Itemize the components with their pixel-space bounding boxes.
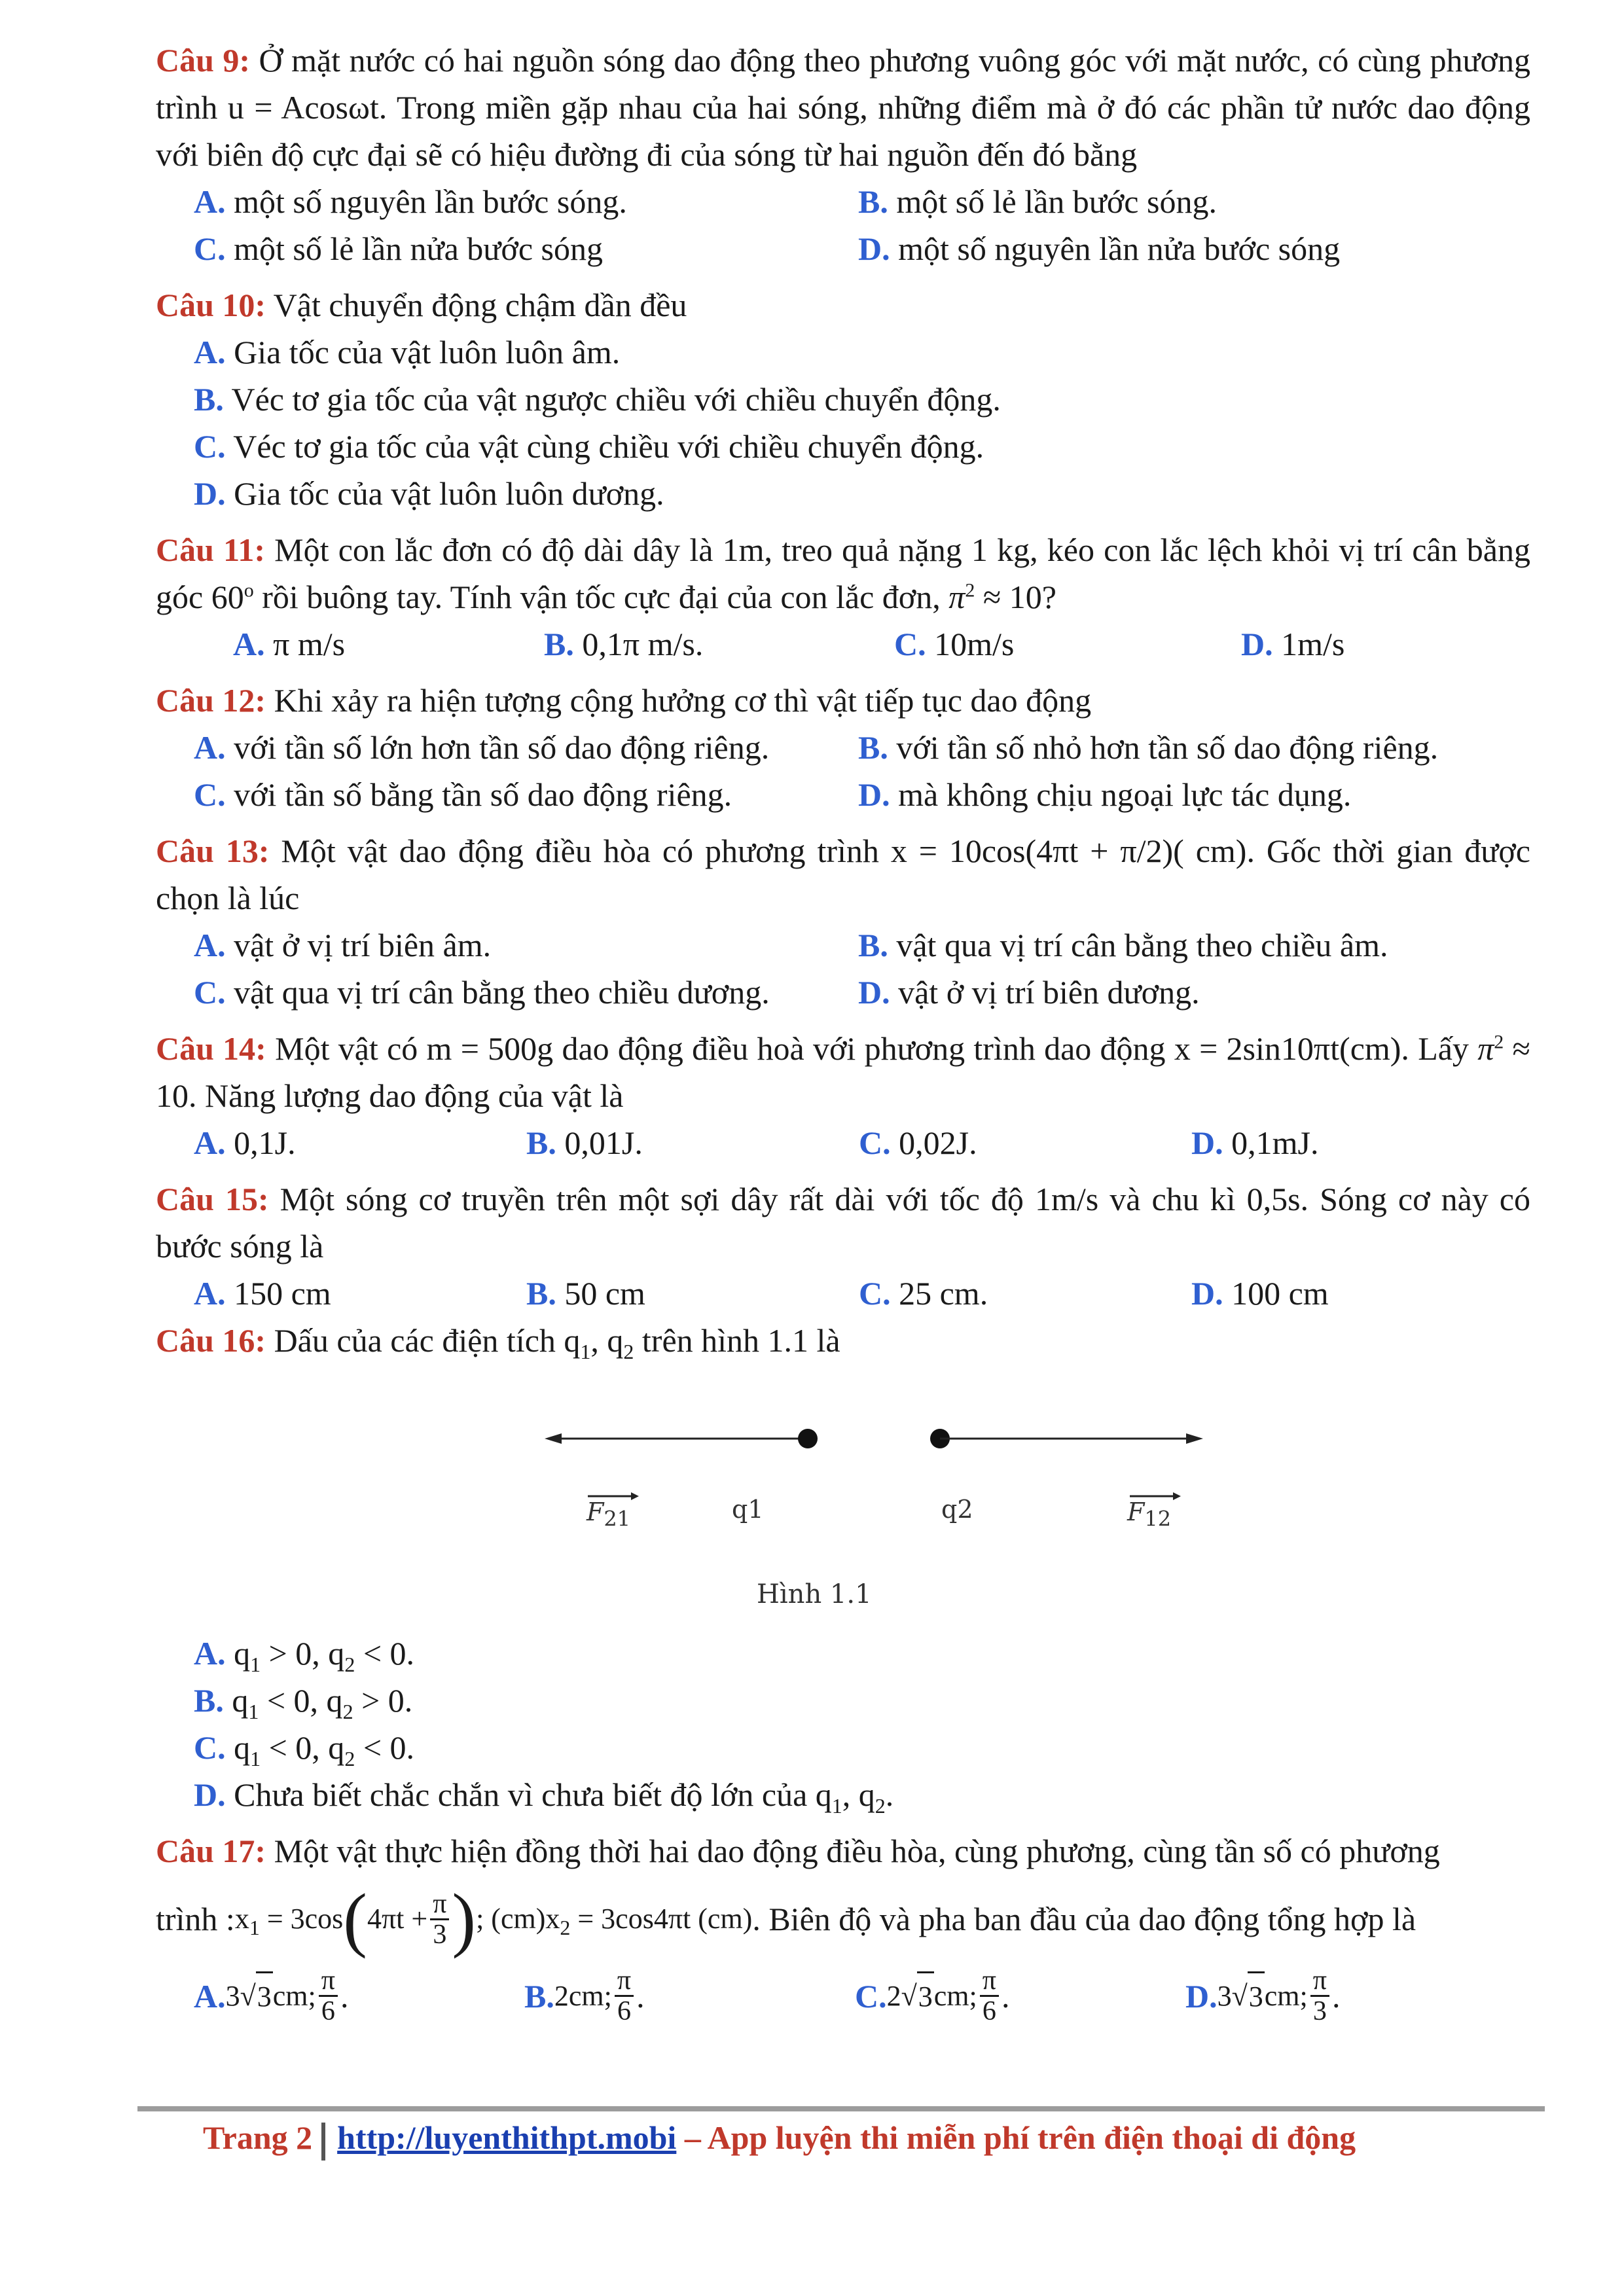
coefficient: 2 [554, 1979, 569, 2012]
unit: cm; [272, 1979, 316, 2012]
option-letter: C. [194, 428, 226, 465]
option-letter: C. [194, 230, 226, 267]
option-letter: B. [524, 1977, 554, 2015]
options-11 [156, 620, 1530, 668]
option-text: 10m/s [926, 626, 1015, 662]
option-letter: C. [859, 1124, 891, 1161]
question-text-cont: , q [590, 1322, 624, 1359]
option-letter: C. [194, 974, 226, 1011]
option-letter: D. [1185, 1977, 1218, 2015]
frac-num: π [615, 1966, 634, 1997]
sqrt-sign: √ [240, 1979, 256, 2012]
option-letter: C. [894, 626, 926, 662]
option-letter: A. [194, 1124, 226, 1161]
option-b[interactable] [858, 724, 1526, 771]
option-c[interactable] [894, 620, 1241, 668]
unit: cm; [933, 1979, 977, 2012]
question-text-end: ≈ 10? [975, 579, 1056, 615]
question-text: Một vật có m = 500g dao động điều hoà với phương trình dao động x = 2sin10πt(cm). Lấy [266, 1030, 1478, 1067]
unit: cm; [568, 1979, 612, 2012]
coefficient: 3 [225, 1979, 240, 2012]
option-a[interactable] [194, 1630, 1530, 1677]
option-text: với tần số lớn hơn tần số dao động riêng. [225, 729, 770, 766]
option-text: q [223, 1682, 249, 1719]
figure-caption: Hình 1.1 [757, 1579, 872, 1609]
question-label: Câu 13: [156, 833, 270, 869]
option-b[interactable] [544, 620, 894, 668]
option-letter: D. [858, 974, 890, 1011]
question-15 [156, 1175, 1530, 1270]
question-text-end: trên hình 1.1 là [634, 1322, 840, 1359]
option-letter: B. [858, 927, 888, 963]
frac-den: 6 [982, 1996, 996, 2026]
footer-tagline: – App luyện thi miễn phí trên điện thoại di động [676, 2119, 1356, 2156]
option-text: Véc tơ gia tốc của vật ngược chiều với chiều chuyển động. [223, 381, 1001, 418]
vector-bar-f21-head [631, 1492, 639, 1500]
option-text: với tần số bằng tần số dao động riêng. [225, 776, 732, 813]
right-paren: ) [452, 1879, 477, 1959]
footer-link[interactable]: http://luyenthithpt.mobi [337, 2119, 677, 2156]
equation-intro: trình : [156, 1901, 235, 1937]
question-label: Câu 12: [156, 682, 266, 719]
tail: . [1001, 1977, 1010, 2015]
options-14 [156, 1119, 1530, 1166]
option-letter: B. [526, 1124, 556, 1161]
option-text: q [225, 1635, 251, 1672]
option-text: 1m/s [1272, 626, 1345, 662]
eq-text: = 3cos4πt (cm) [570, 1903, 753, 1935]
option-text: < 0, q [259, 1682, 343, 1719]
subscript: 1 [580, 1340, 591, 1363]
footer-divider [137, 2106, 1545, 2111]
coefficient: 2 [886, 1979, 901, 2012]
option-d[interactable] [1191, 1119, 1532, 1166]
subscript: 1 [250, 1747, 261, 1770]
option-text: mà không chịu ngoại lực tác dụng. [890, 776, 1352, 813]
eq-text: ; (cm)x [476, 1903, 560, 1935]
option-a[interactable] [194, 1270, 526, 1317]
page-number: Trang 2 [203, 2119, 313, 2156]
option-text: Chưa biết chắc chắn vì chưa biết độ lớn của q [225, 1776, 832, 1813]
option-text: Véc tơ gia tốc của vật cùng chiều với chiều chuyển động. [225, 428, 984, 465]
option-text: một số nguyên lần nửa bước sóng [890, 230, 1341, 267]
option-text: . [885, 1776, 894, 1813]
unit: cm; [1264, 1979, 1308, 2012]
option-letter: A. [194, 729, 226, 766]
question-17-equation-line [156, 1879, 1530, 1959]
option-text: > 0, q [261, 1635, 345, 1672]
fraction-pi-3 [430, 1890, 449, 1949]
radicand: 3 [256, 1971, 273, 2020]
frac-den: 3 [1312, 1996, 1327, 2026]
option-text: một số lẻ lần nửa bước sóng [225, 230, 604, 267]
option-b[interactable] [526, 1119, 859, 1166]
option-text: 50 cm [556, 1275, 645, 1312]
exam-page [156, 37, 1530, 2026]
page-footer [203, 2111, 1356, 2164]
tail: . [340, 1977, 349, 2015]
question-text: Ở mặt nước có hai nguồn sóng dao động theo phương vuông góc với mặt nước, có cùng phương trình u = Acosωt. Trong miền gặp nhau của hai sóng, những điểm mà ở đó các phần tử nước dao động với biên độ cực đại sẽ có hiệu đường đi của sóng từ hai nguồn đến đó bằng [156, 42, 1530, 173]
subscript: 2 [875, 1794, 886, 1818]
option-text: , q [842, 1776, 875, 1813]
option-text: 0,1mJ. [1223, 1124, 1319, 1161]
question-text: Vật chuyển động chậm dần đều [266, 287, 687, 323]
option-a[interactable] [194, 1966, 524, 2026]
question-text: Một vật dao động điều hòa có phương trình x = 10cos(4πt + π/2)( cm). Gốc thời gian được chọn là lúc [156, 833, 1530, 916]
options-9 [156, 178, 1530, 272]
option-a[interactable] [194, 724, 858, 771]
option-text: 0,01J. [556, 1124, 643, 1161]
option-text: π m/s [264, 626, 346, 662]
degree-sup: o [244, 579, 254, 601]
figure-1-1 [156, 1368, 1530, 1630]
question-12 [156, 677, 1530, 724]
frac-num: π [1310, 1966, 1329, 1997]
option-c[interactable] [859, 1270, 1191, 1317]
option-text: 25 cm. [890, 1275, 988, 1312]
option-text: vật ở vị trí biên âm. [225, 927, 492, 963]
tail: . [1331, 1977, 1341, 2015]
option-text: 0,1π m/s. [573, 626, 704, 662]
pi-exponent: 2 [1494, 1031, 1504, 1053]
option-text: 0,02J. [890, 1124, 977, 1161]
option-letter: B. [194, 381, 224, 418]
sqrt-sign: √ [1231, 1979, 1248, 2012]
option-letter: D. [1241, 626, 1273, 662]
eq-argument: 4πt + [367, 1903, 428, 1935]
option-text: < 0, q [261, 1729, 345, 1766]
phase-fraction [319, 1966, 338, 2026]
label-f12 [1127, 1498, 1172, 1532]
option-letter: C. [859, 1275, 891, 1312]
subscript: 2 [344, 1653, 355, 1676]
question-16 [156, 1317, 1530, 1364]
option-d[interactable] [858, 225, 1526, 272]
pi-symbol: π [948, 579, 965, 615]
option-letter: D. [858, 230, 890, 267]
option-text: 100 cm [1223, 1275, 1329, 1312]
question-text: Một vật thực hiện đồng thời hai dao động điều hòa, cùng phương, cùng tần số có phương [266, 1833, 1440, 1869]
label-q1: q1 [732, 1495, 764, 1524]
subscript: 1 [250, 1653, 261, 1676]
sqrt-sign: √ [901, 1979, 917, 2012]
option-text: Gia tốc của vật luôn luôn âm. [225, 334, 621, 370]
question-13 [156, 827, 1530, 922]
frac-num: π [319, 1966, 338, 1997]
label-q2: q2 [941, 1495, 973, 1524]
frac-den: 3 [433, 1919, 447, 1950]
equation-x1 [235, 1895, 343, 1943]
options-13 [156, 922, 1530, 1016]
subscript: 1 [831, 1794, 842, 1818]
option-letter: A. [194, 1977, 226, 2015]
question-label: Câu 10: [156, 287, 266, 323]
footer-separator [321, 2123, 325, 2161]
option-a[interactable] [194, 178, 858, 225]
option-d[interactable] [194, 1771, 1530, 1818]
left-paren: ( [343, 1879, 367, 1959]
equation-x2 [476, 1895, 752, 1943]
phase-fraction [615, 1966, 634, 2026]
subscript: 2 [342, 1700, 353, 1723]
eq-sub: 1 [249, 1915, 260, 1939]
question-text: Một con lắc đơn có độ dài dây là 1m, treo quả nặng 1 kg, kéo con lắc lệch khỏi vị trí cân bằng góc 60 [156, 531, 1530, 615]
options-17 [156, 1966, 1530, 2026]
option-text: vật ở vị trí biên dương. [890, 974, 1200, 1011]
option-b[interactable] [194, 376, 1530, 423]
option-c[interactable] [194, 225, 858, 272]
question-text-end: ≈ 10. Năng lượng dao động của vật là [156, 1030, 1530, 1114]
option-a[interactable] [233, 620, 544, 668]
option-text: vật qua vị trí cân bằng theo chiều dương. [225, 974, 770, 1011]
tail: . [636, 1977, 645, 2015]
option-c[interactable] [194, 969, 858, 1016]
phase-fraction [980, 1966, 999, 2026]
question-text: Một sóng cơ truyền trên một sợi dây rất dài với tốc độ 1m/s và chu kì 0,5s. Sóng cơ này có bước sóng là [156, 1181, 1530, 1265]
option-b[interactable] [858, 922, 1526, 969]
option-d[interactable] [194, 470, 1530, 517]
phase-fraction [1310, 1966, 1329, 2026]
force-symbol: F [586, 1498, 604, 1526]
option-c[interactable] [194, 423, 1530, 470]
option-text: 150 cm [225, 1275, 331, 1312]
eq-text: = 3cos [259, 1903, 344, 1935]
option-letter: B. [544, 626, 574, 662]
options-15 [156, 1270, 1530, 1317]
option-letter: D. [1191, 1124, 1223, 1161]
option-d[interactable] [858, 969, 1526, 1016]
question-label: Câu 9: [156, 42, 251, 79]
options-16 [156, 1630, 1530, 1818]
option-text: < 0. [355, 1729, 415, 1766]
subscript: 2 [623, 1340, 634, 1363]
options-10 [156, 329, 1530, 517]
option-letter: A. [194, 1635, 226, 1672]
question-10 [156, 281, 1530, 329]
option-letter: A. [194, 334, 226, 370]
question-label: Câu 11: [156, 531, 265, 568]
option-letter: D. [194, 1776, 226, 1813]
eq-sub: 2 [560, 1915, 571, 1939]
option-c[interactable] [855, 1966, 1185, 2026]
option-letter: A. [194, 927, 226, 963]
option-text: vật qua vị trí cân bằng theo chiều âm. [888, 927, 1388, 963]
question-11 [156, 526, 1530, 620]
question-label: Câu 17: [156, 1833, 266, 1869]
radicand: 3 [1248, 1971, 1265, 2020]
option-letter: A. [194, 183, 226, 220]
question-text: Dấu của các điện tích q [266, 1322, 581, 1359]
question-label: Câu 16: [156, 1322, 266, 1359]
frac-num: π [980, 1966, 999, 1997]
option-letter: D. [1191, 1275, 1223, 1312]
frac-den: 6 [617, 1996, 631, 2026]
option-d[interactable] [1191, 1270, 1532, 1317]
option-text: q [225, 1729, 251, 1766]
radicand: 3 [917, 1971, 934, 2020]
option-d[interactable] [1185, 1966, 1516, 2026]
option-text: một số lẻ lần bước sóng. [888, 183, 1217, 220]
frac-den: 6 [321, 1996, 335, 2026]
question-label: Câu 15: [156, 1181, 269, 1217]
option-a[interactable] [194, 1119, 526, 1166]
option-a[interactable] [194, 329, 1530, 376]
charge-q1-dot [798, 1429, 818, 1448]
question-label: Câu 14: [156, 1030, 266, 1067]
subscript: 2 [344, 1747, 355, 1770]
option-letter: B. [858, 183, 888, 220]
question-14 [156, 1025, 1530, 1119]
option-b[interactable] [858, 178, 1526, 225]
arrowhead-left [545, 1433, 562, 1444]
option-b[interactable] [194, 1677, 1530, 1724]
option-letter: B. [858, 729, 888, 766]
option-d[interactable] [1241, 620, 1568, 668]
option-text: > 0. [353, 1682, 413, 1719]
options-12 [156, 724, 1530, 818]
option-c[interactable] [194, 1724, 1530, 1771]
force-symbol: F [1127, 1498, 1145, 1526]
option-text: một số nguyên lần bước sóng. [225, 183, 627, 220]
equation-outro: . Biên độ và pha ban đầu của dao động tổng hợp là [752, 1901, 1416, 1937]
option-letter: A. [233, 626, 265, 662]
option-letter: C. [194, 1729, 226, 1766]
option-b[interactable] [526, 1270, 859, 1317]
option-letter: D. [858, 776, 890, 813]
eq-var: x [234, 1903, 249, 1935]
vector-bar-f12-head [1173, 1492, 1181, 1500]
option-c[interactable] [859, 1119, 1191, 1166]
subscript: 1 [248, 1700, 259, 1723]
question-text: Khi xảy ra hiện tượng cộng hưởng cơ thì vật tiếp tục dao động [266, 682, 1092, 719]
option-d[interactable] [858, 771, 1526, 818]
pi-exponent: 2 [965, 579, 975, 601]
force-subscript: 12 [1144, 1506, 1172, 1532]
option-text: Gia tốc của vật luôn luôn dương. [225, 475, 664, 512]
arrowhead-right [1186, 1433, 1203, 1444]
option-letter: D. [194, 475, 226, 512]
coefficient: 3 [1217, 1979, 1232, 2012]
option-letter: B. [526, 1275, 556, 1312]
option-text: 0,1J. [225, 1124, 296, 1161]
option-text: < 0. [355, 1635, 415, 1672]
option-letter: C. [855, 1977, 887, 2015]
option-letter: C. [194, 776, 226, 813]
question-text-cont: rồi buông tay. Tính vận tốc cực đại của con lắc đơn, [253, 579, 949, 615]
pi-symbol: π [1477, 1030, 1494, 1067]
option-b[interactable] [524, 1966, 855, 2026]
force-subscript: 21 [604, 1506, 631, 1532]
option-letter: A. [194, 1275, 226, 1312]
option-a[interactable] [194, 922, 858, 969]
option-c[interactable] [194, 771, 858, 818]
question-9 [156, 37, 1530, 178]
option-text: với tần số nhỏ hơn tần số dao động riêng. [888, 729, 1439, 766]
label-f21 [586, 1498, 631, 1532]
option-letter: B. [194, 1682, 224, 1719]
frac-num: π [430, 1890, 449, 1920]
question-17 [156, 1827, 1530, 1874]
